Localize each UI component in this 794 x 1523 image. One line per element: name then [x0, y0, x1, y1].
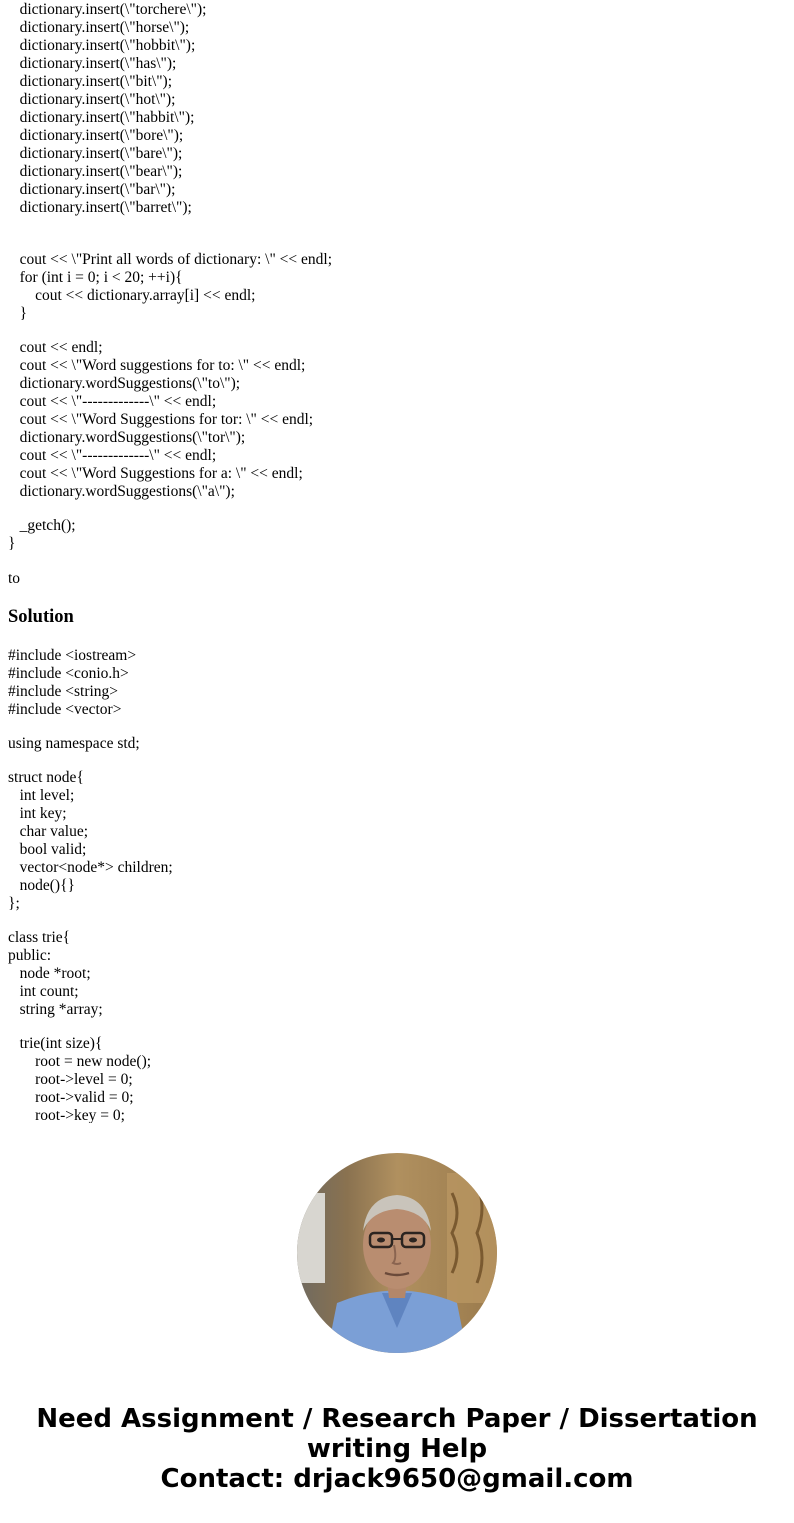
code-line: for (int i = 0; i < 20; ++i){ [8, 269, 183, 286]
code-line: bool valid; [8, 841, 87, 858]
code-line: cout << dictionary.array[i] << endl; [8, 287, 256, 304]
code-line [8, 913, 778, 929]
code-line: public: [8, 947, 52, 964]
code-line: root->valid = 0; [8, 1089, 134, 1106]
contact-banner-line-2: writing Help [306, 1434, 488, 1464]
author-avatar [297, 1153, 497, 1353]
code-line: using namespace std; [8, 735, 140, 752]
code-line: #include <string> [8, 683, 119, 700]
code-line: #include <vector> [8, 701, 122, 718]
code-line: struct node{ [8, 769, 84, 786]
contact-banner [0, 1404, 794, 1494]
code-line: cout << endl; [8, 339, 103, 356]
contact-banner-line-1: Need Assignment / Research Paper / Dissertation [36, 1404, 758, 1434]
code-line: root = new node(); [8, 1053, 152, 1070]
code-line: #include <conio.h> [8, 665, 129, 682]
code-line: vector<node*> children; [8, 859, 173, 876]
code-line: int count; [8, 983, 79, 1000]
code-line: dictionary.insert(\"bare\"); [8, 145, 183, 162]
code-line: char value; [8, 823, 89, 840]
code-line: dictionary.wordSuggestions(\"tor\"); [8, 429, 246, 446]
code-line: dictionary.insert(\"bit\"); [8, 73, 173, 90]
code-line: dictionary.insert(\"horse\"); [8, 19, 190, 36]
code-line [8, 323, 778, 339]
code-line: }; [8, 895, 20, 912]
code-line: int level; [8, 787, 75, 804]
code-line [8, 1019, 778, 1035]
code-line: root->key = 0; [8, 1107, 125, 1123]
code-line [8, 501, 778, 517]
code-line: cout << \"-------------\" << endl; [8, 393, 217, 410]
code-line: string *array; [8, 1001, 103, 1018]
solution-heading: Solution [8, 607, 74, 627]
code-line: cout << \"Word Suggestions for tor: \" << endl; [8, 411, 314, 428]
code-line: cout << \"Print all words of dictionary: \" << endl; [8, 251, 332, 268]
code-line: dictionary.insert(\"habbit\"); [8, 109, 195, 126]
code-line: cout << \"Word suggestions for to: \" << endl; [8, 357, 306, 374]
code-line: dictionary.insert(\"barret\"); [8, 199, 192, 216]
code-line: } [8, 305, 28, 322]
author-portrait-illustration [297, 1153, 497, 1353]
code-line: dictionary.insert(\"has\"); [8, 55, 177, 72]
code-line: trie(int size){ [8, 1035, 103, 1052]
code-line: cout << \"-------------\" << endl; [8, 447, 217, 464]
code-line: dictionary.insert(\"torchere\"); [8, 1, 207, 18]
code-line: dictionary.insert(\"hot\"); [8, 91, 176, 108]
code-line: dictionary.insert(\"bar\"); [8, 181, 176, 198]
code-line: int key; [8, 805, 67, 822]
code-line: _getch(); [8, 517, 76, 534]
code-line [8, 719, 778, 735]
code-line: dictionary.insert(\"hobbit\"); [8, 37, 196, 54]
code-line: node *root; [8, 965, 91, 982]
code-line [8, 753, 778, 769]
code-line: dictionary.insert(\"bear\"); [8, 163, 183, 180]
question-code-block [8, 1, 778, 553]
code-line: dictionary.wordSuggestions(\"a\"); [8, 483, 235, 500]
contact-banner-line-3[interactable]: Contact: drjack9650@gmail.com [160, 1464, 634, 1494]
question-trailing-text: to [8, 570, 21, 587]
code-line: } [8, 535, 16, 552]
code-line [8, 217, 778, 251]
solution-code-block [8, 647, 778, 1123]
code-line: root->level = 0; [8, 1071, 133, 1088]
code-line: cout << \"Word Suggestions for a: \" << endl; [8, 465, 303, 482]
code-line: #include <iostream> [8, 647, 137, 664]
code-line: dictionary.insert(\"bore\"); [8, 127, 184, 144]
code-line: dictionary.wordSuggestions(\"to\"); [8, 375, 241, 392]
code-line: node(){} [8, 877, 75, 894]
code-line: class trie{ [8, 929, 71, 946]
